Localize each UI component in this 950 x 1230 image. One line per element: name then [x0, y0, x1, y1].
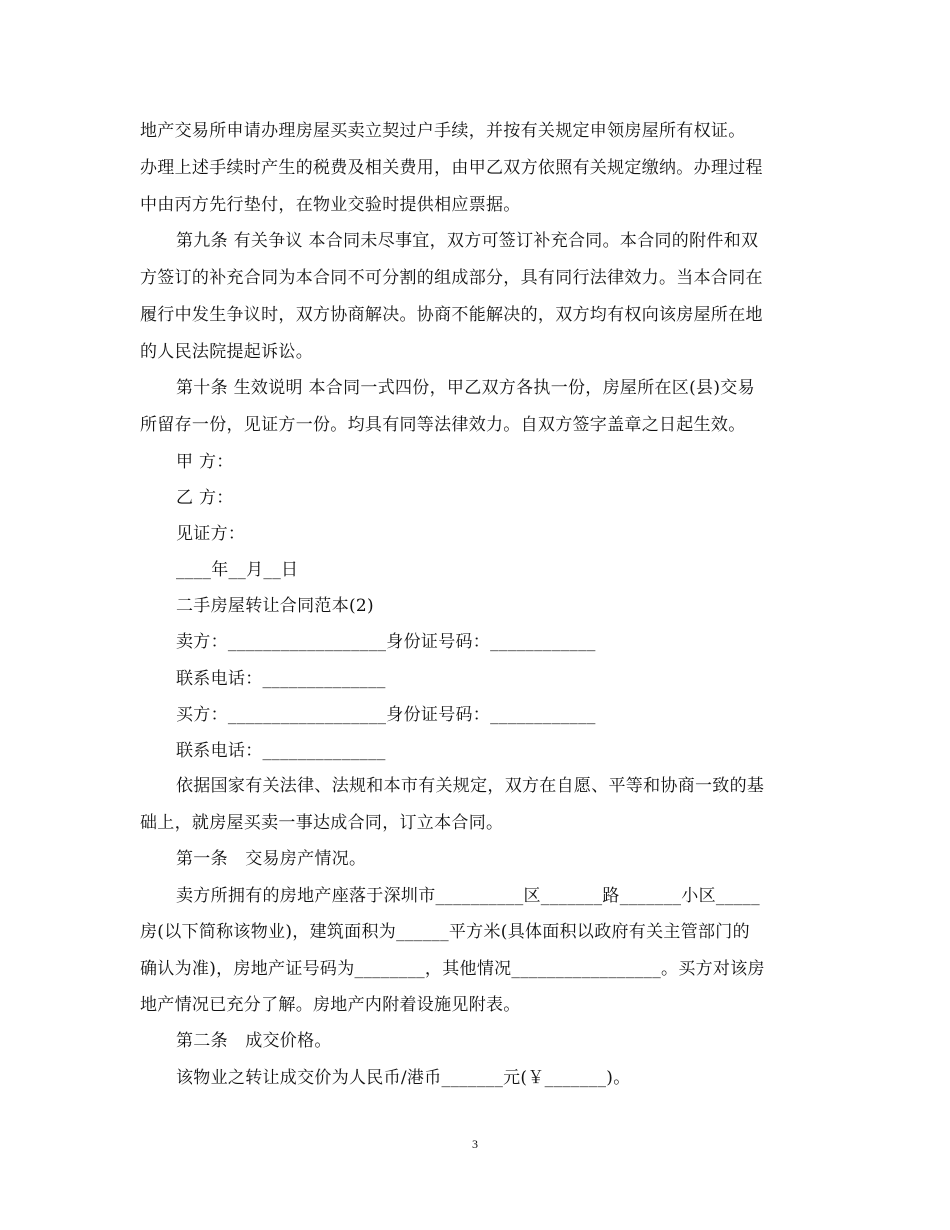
text-line: 地产情况已充分了解。房地产内附着设施见附表。: [140, 995, 521, 1015]
section-title: 二手房屋转让合同范本(2): [176, 596, 374, 616]
text-line: 础上，就房屋买卖一事达成合同，订立本合同。: [140, 813, 504, 833]
buyer-line: 买方：__________________身份证号码：____________: [176, 705, 596, 725]
party-b-label: 乙 方：: [176, 488, 234, 508]
party-a-label: 甲 方：: [176, 452, 234, 472]
article-1-heading: 第一条 交易房产情况。: [176, 849, 367, 869]
text-line: 该物业之转让成交价为人民币/港币_______元(￥_______)。: [176, 1068, 631, 1088]
text-line: 履行中发生争议时，双方协商解决。协商不能解决的，双方均有权向该房屋所在地: [140, 305, 763, 325]
text-line: 地产交易所申请办理房屋买卖立契过户手续，并按有关规定申领房屋所有权证。: [140, 121, 746, 141]
article-9-heading: 第九条 有关争议 本合同未尽事宜，双方可签订补充合同。本合同的附件和双: [176, 231, 759, 251]
text-line: 依据国家有关法律、法规和本市有关规定，双方在自愿、平等和协商一致的基: [176, 776, 765, 796]
seller-line: 卖方：__________________身份证号码：____________: [176, 632, 596, 652]
text-line: 方签订的补充合同为本合同不可分割的组成部分，具有同行法律效力。当本合同在: [140, 268, 763, 288]
text-line: 房(以下简称该物业)，建筑面积为______平方米(具体面积以政府有关主管部门的: [140, 922, 750, 942]
article-10-heading: 第十条 生效说明 本合同一式四份，甲乙双方各执一份，房屋所在区(县)交易: [176, 378, 755, 398]
text-line: 的人民法院提起诉讼。: [140, 342, 313, 362]
text-line: 中由丙方先行垫付，在物业交验时提供相应票据。: [140, 195, 521, 215]
date-line: ____年__月__日: [176, 560, 299, 580]
text-line: 办理上述手续时产生的税费及相关费用，由甲乙双方依照有关规定缴纳。办理过程: [140, 158, 763, 178]
article-2-heading: 第二条 成交价格。: [176, 1031, 332, 1051]
witness-label: 见证方：: [176, 524, 246, 544]
text-line: 卖方所拥有的房地产座落于深圳市__________区_______路_______小区_____: [176, 886, 760, 906]
text-line: 确认为准)，房地产证号码为________，其他情况_________________。买方对该房: [140, 959, 765, 979]
text-line: 所留存一份，见证方一份。均具有同等法律效力。自双方签字盖章之日起生效。: [140, 415, 746, 435]
buyer-phone-line: 联系电话：______________: [176, 741, 386, 761]
seller-phone-line: 联系电话：______________: [176, 669, 386, 689]
page-number: 3: [472, 1137, 478, 1151]
